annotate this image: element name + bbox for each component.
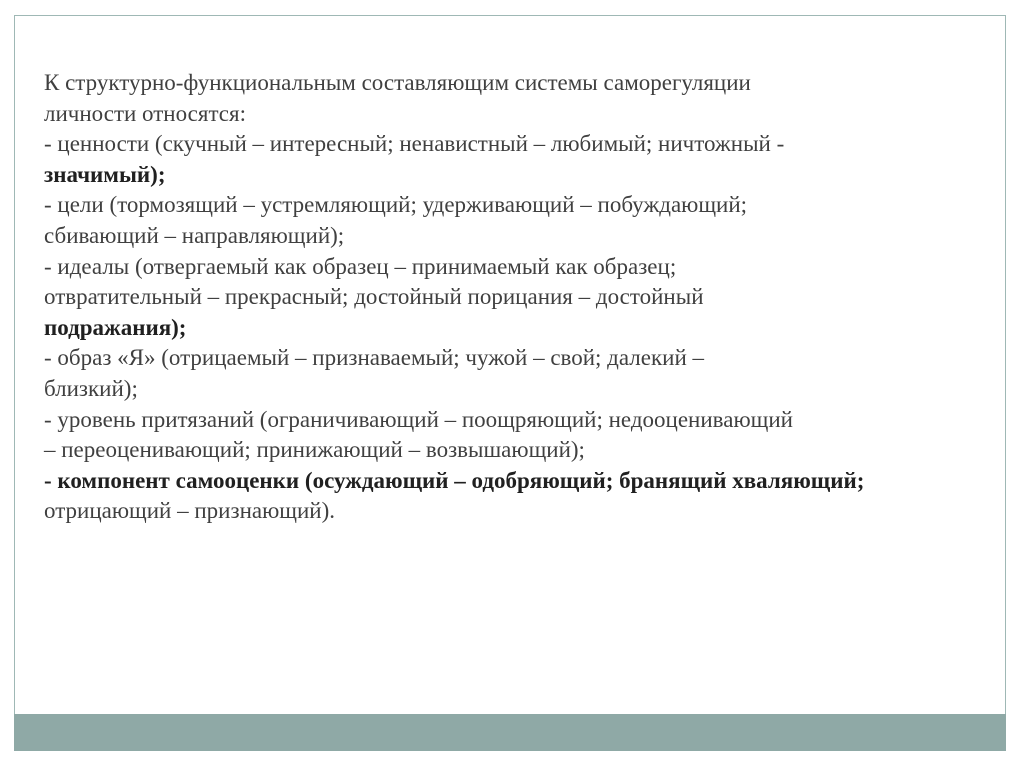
text-line — [44, 190, 994, 221]
text-line-regular: - ценности (скучный – интересный; ненавистный – любимый; ничтожный - — [44, 131, 785, 157]
text-line — [44, 282, 994, 313]
text-line — [44, 313, 994, 344]
slide-body-text — [44, 68, 994, 527]
text-line — [44, 374, 994, 405]
text-line-regular: сбивающий – направляющий); — [44, 222, 345, 248]
text-line-regular: личности относятся: — [44, 100, 246, 126]
text-line-regular: - уровень притязаний (ограничивающий – поощряющий; недооценивающий — [44, 406, 793, 432]
text-line-regular: отвратительный – прекрасный; достойный порицания – достойный — [44, 284, 704, 310]
text-line — [44, 160, 994, 191]
text-line-regular: близкий); — [44, 375, 138, 401]
text-line-bold: - компонент самооценки (осуждающий – одобряющий; бранящий хваляющий; — [44, 467, 865, 493]
text-line — [44, 221, 994, 252]
text-line-regular: К структурно-функциональным составляющим системы саморегуляции — [44, 70, 751, 95]
text-line — [44, 466, 994, 497]
text-line — [44, 496, 994, 527]
text-line-bold: значимый); — [44, 161, 166, 187]
text-line — [44, 405, 994, 436]
text-line-regular: - образ «Я» (отрицаемый – признаваемый; чужой – свой; далекий – — [44, 345, 705, 371]
footer-band — [14, 714, 1006, 751]
text-line — [44, 343, 994, 374]
text-line-regular: – переоценивающий; принижающий – возвышающий); — [44, 437, 585, 463]
text-line-regular: - идеалы (отвергаемый как образец – принимаемый как образец; — [44, 253, 677, 279]
text-line — [44, 68, 994, 99]
text-line-regular: отрицающий – признающий). — [44, 498, 336, 524]
text-line — [44, 99, 994, 130]
text-line — [44, 252, 994, 283]
text-line-regular: - цели (тормозящий – устремляющий; удерживающий – побуждающий; — [44, 192, 748, 218]
text-line — [44, 435, 994, 466]
text-line-bold: подражания); — [44, 314, 187, 340]
text-line — [44, 129, 994, 160]
